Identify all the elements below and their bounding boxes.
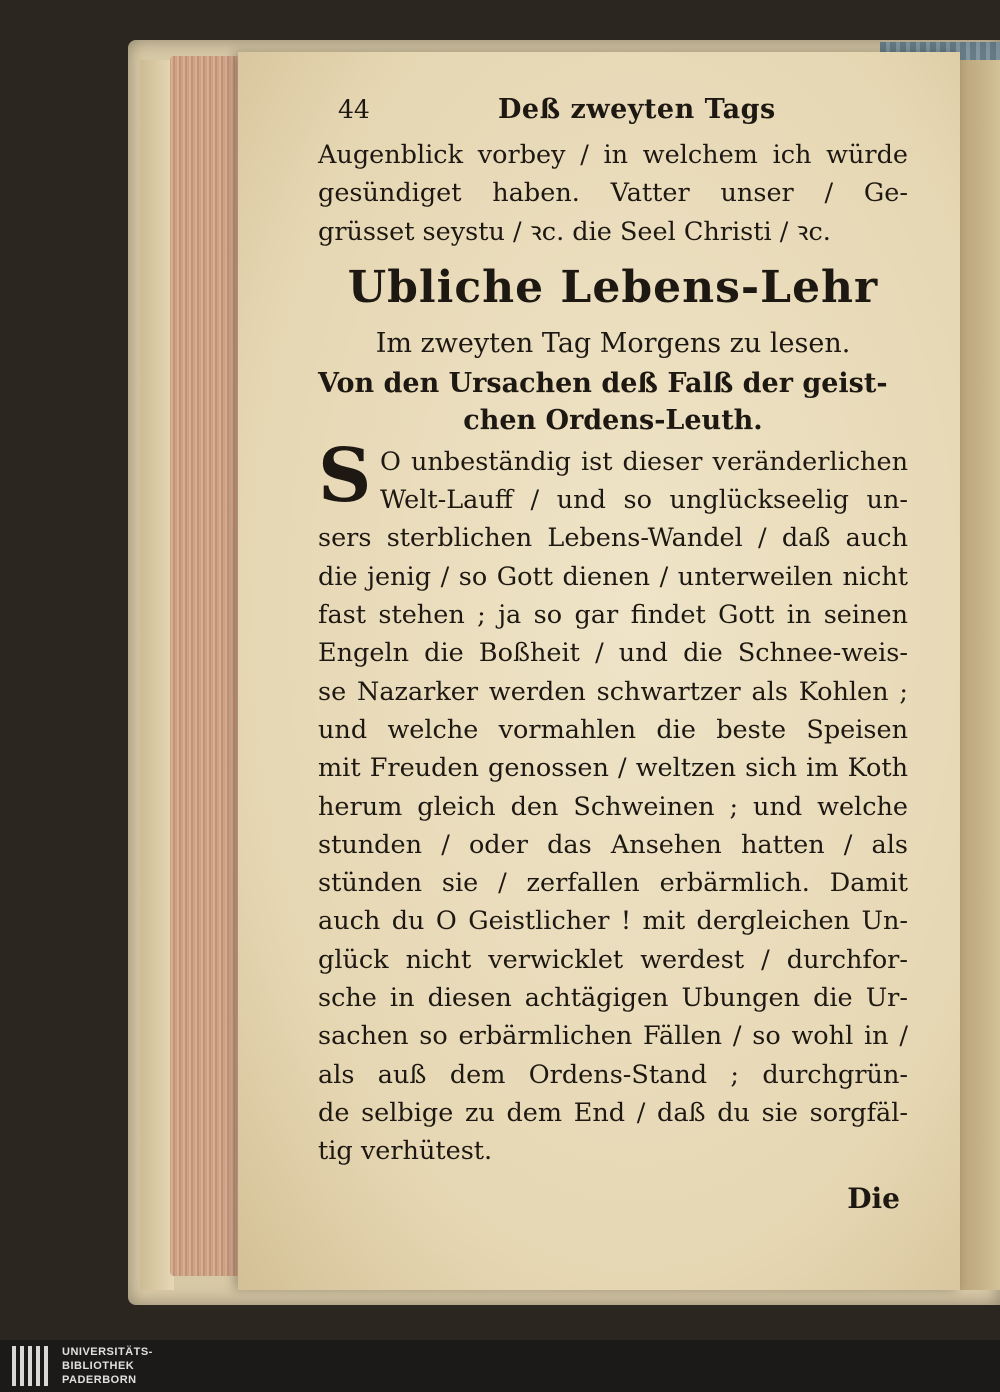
text-line: gesündiget haben. Vatter unser / Ge- [318,178,908,209]
page-number: 44 [338,95,370,124]
library-name-line: UNIVERSITÄTS- [62,1346,153,1358]
text-line: sachen so erbärmlichen Fällen / so wohl in / [318,1021,908,1052]
page-header [318,94,908,136]
catchword: Die [847,1181,900,1215]
text-line: grüsset seystu / ꝛc. die Seel Christi / ꝛc. [318,216,831,247]
text-line: sers sterblichen Lebens-Wandel / daß auch [318,523,908,554]
text-line: und welche vormahlen die beste Speisen [318,714,908,745]
library-name-line: PADERBORN [62,1374,137,1386]
text-line: de selbige zu dem End / daß du sie sorgfäl- [318,1097,908,1128]
facing-page-edge [960,60,1000,1290]
page-text [318,94,908,1227]
text-line: Engeln die Boßheit / und die Schnee-weis- [318,638,908,669]
subheading: Im zweyten Tag Morgens zu lesen. [375,327,851,359]
text-line: stunden / oder das Ansehen hatten / als [318,829,908,860]
text-line: auch du O Geistlicher ! mit dergleichen Un- [318,906,908,937]
vellum-edge [140,60,174,1290]
library-footer [0,1340,1000,1392]
body-paragraph [318,432,908,1171]
section-title-line: Von den Ursachen deß Falß der geist- [318,367,888,399]
text-line: tig verhütest. [318,1136,493,1167]
text-line: stünden sie / zerfallen erbärmlich. Damit [318,868,908,899]
text-line: mit Freuden genossen / weltzen sich im Koth [318,753,908,784]
text-line: Augenblick vorbey / in welchem ich würde [318,140,908,170]
library-name-line: BIBLIOTHEK [62,1360,135,1372]
drop-cap: S [318,432,372,519]
text-line: glück nicht verwicklet werdest / durchfor- [318,944,908,975]
running-head: Deß zweyten Tags [498,94,776,125]
library-logo-icon [12,1346,56,1386]
text-line: herum gleich den Schweinen ; und welche [318,791,908,822]
text-line: O unbeständig ist dieser veränderlichen [380,446,908,477]
section-title-line: chen Ordens-Leuth. [463,404,763,436]
text-line: fast stehen ; ja so gar findet Gott in seinen [318,600,908,631]
text-line: die jenig / so Gott dienen / unterweilen nicht [318,561,908,592]
library-name [62,1345,153,1387]
text-line: sche in diesen achtägigen Ubungen die Ur- [318,983,908,1014]
section-heading: Ubliche Lebens-Lehr [347,261,879,313]
text-line: Welt-Lauff / und so unglückseelig un- [380,485,908,516]
text-line: se Nazarker werden schwartzer als Kohlen ; [318,676,908,707]
text-line: als auß dem Ordens-Stand ; durchgrün- [318,1059,908,1090]
